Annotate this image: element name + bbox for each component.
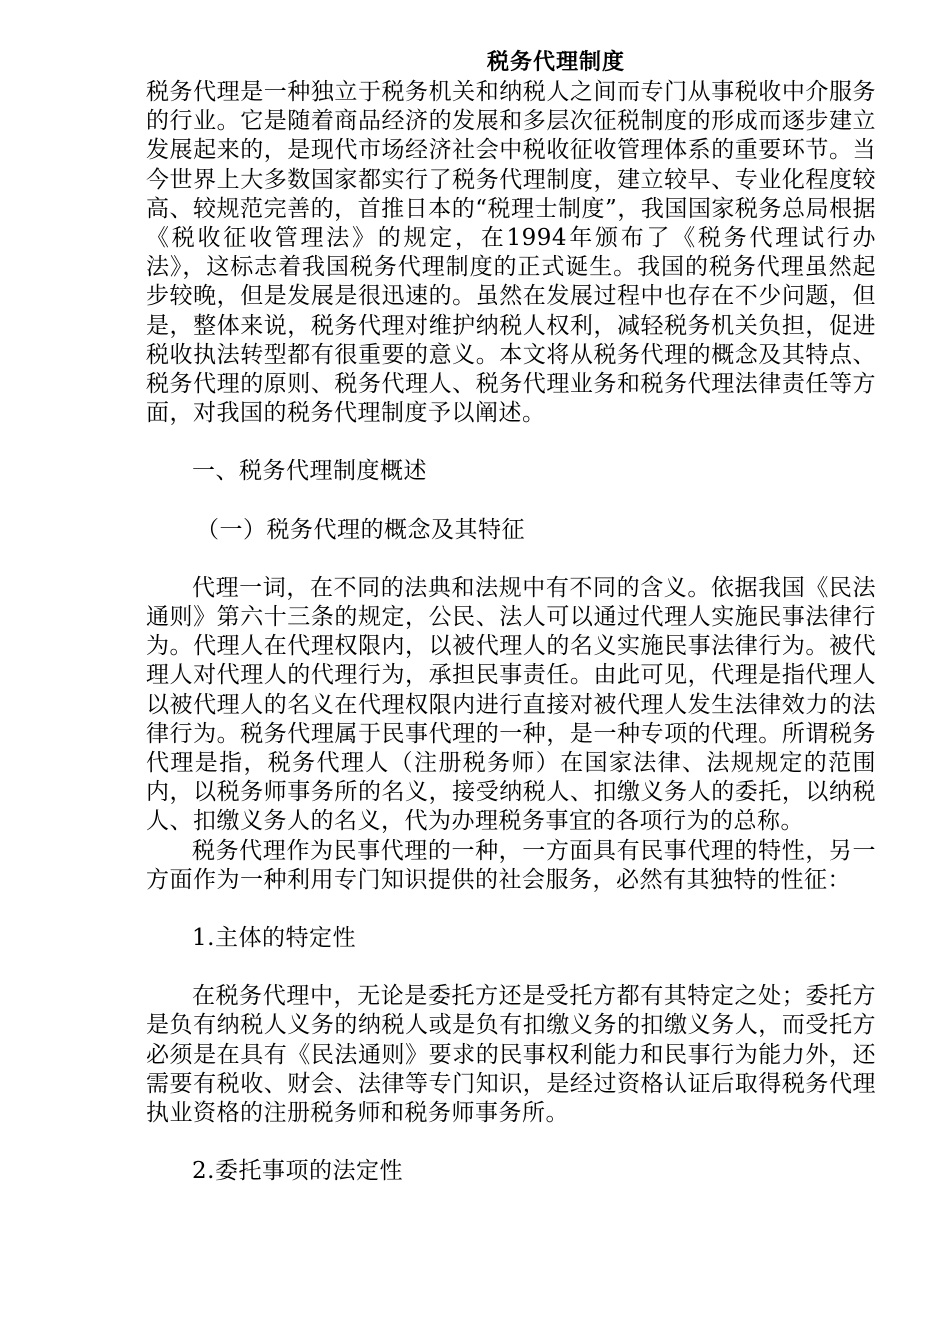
spacer: [146, 487, 876, 516]
point-heading: 1.主体的特定性: [192, 925, 356, 952]
features-paragraph: 税务代理作为民事代理的一种，一方面具有民事代理的特性，另一方面作为一种利用专门知识提供的社会服务，必然有其独特的性征：: [146, 837, 876, 893]
spacer: [146, 953, 876, 982]
document-page: [146, 48, 876, 1187]
spacer: [146, 895, 876, 924]
section-heading: 一、税务代理制度概述: [192, 458, 427, 485]
spacer: [146, 1128, 876, 1157]
subsection-heading: （一）税务代理的概念及其特征: [196, 516, 525, 543]
point-body-paragraph: 在税务代理中，无论是委托方还是受托方都有其特定之处；委托方是负有纳税人义务的纳税人或是负有扣缴义务的扣缴义务人，而受托方必须是在具有《民法通则》要求的民事权利能力和民事行为能力外，还需要有税收、财会、法律等专门知识，是经过资格认证后取得税务代理执业资格的注册税务师和税务师事务所。: [146, 983, 876, 1127]
spacer: [146, 428, 876, 457]
definition-paragraph: 代理一词，在不同的法典和法规中有不同的含义。依据我国《民法通则》第六十三条的规定，公民、法人可以通过代理人实施民事法律行为。代理人在代理权限内，以被代理人的名义实施民事法律行为。被代理人对代理人的代理行为，承担民事责任。由此可见，代理是指代理人以被代理人的名义在代理权限内进行直接对被代理人发生法律效力的法律行为。税务代理属于民事代理的一种，是一种专项的代理。所谓税务代理是指，税务代理人（注册税务师）在国家法律、法规规定的范围内，以税务师事务所的名义，接受纳税人、扣缴义务人的委托，以纳税人、扣缴义务人的名义，代为办理税务事宜的各项行为的总称。: [146, 574, 876, 835]
document-title: 税务代理制度: [486, 50, 625, 75]
point-heading: 2.委托事项的法定性: [192, 1158, 403, 1185]
intro-paragraph: 税务代理是一种独立于税务机关和纳税人之间而专门从事税收中介服务的行业。它是随着商品经济的发展和多层次征税制度的形成而逐步建立发展起来的，是现代市场经济社会中税收征收管理体系的重要环节。当今世界上大多数国家都实行了税务代理制度，建立较早、专业化程度较高、较规范完善的，首推日本的“税理士制度”，我国国家税务总局根据《税收征收管理法》的规定，在1994年颁布了《税务代理试行办法》，这标志着我国税务代理制度的正式诞生。我国的税务代理虽然起步较晚，但是发展是很迅速的。虽然在发展过程中也存在不少问题，但是，整体来说，税务代理对维护纳税人权利，减轻税务机关负担，促进税收执法转型都有很重要的意义。本文将从税务代理的概念及其特点、税务代理的原则、税务代理人、税务代理业务和税务代理法律责任等方面，对我国的税务代理制度予以阐述。: [146, 79, 876, 427]
spacer: [146, 545, 876, 574]
